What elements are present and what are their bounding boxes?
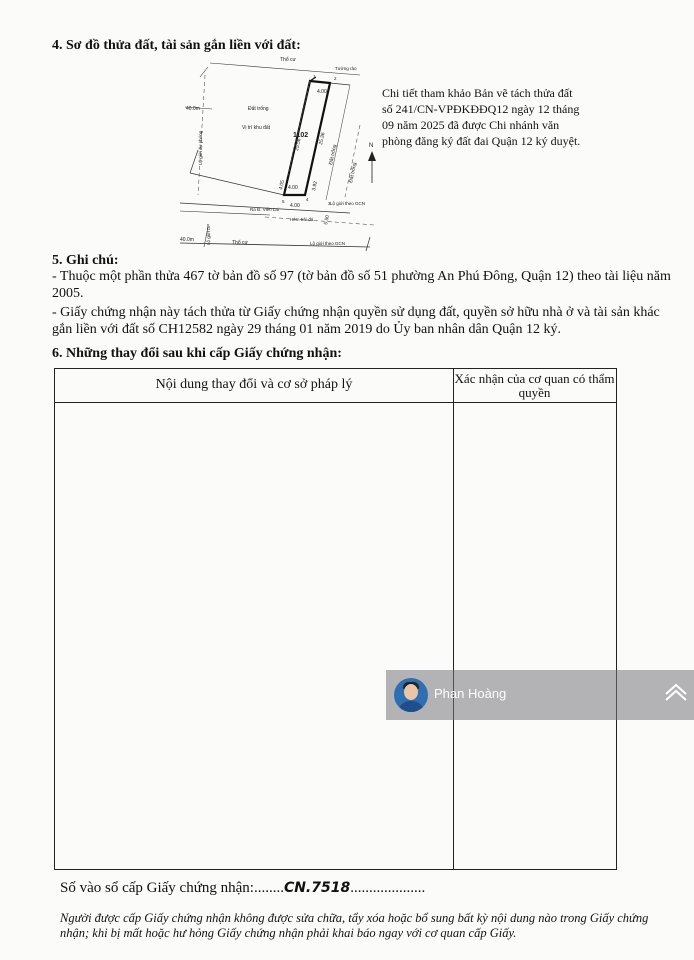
label-d400-top: 4.00 xyxy=(317,89,327,95)
north-arrow-icon xyxy=(368,143,376,183)
label-n2: 2 xyxy=(334,76,337,81)
label-vi-tri-khu-dat: Vị trí khu đất xyxy=(242,125,271,131)
label-n5: 5 xyxy=(282,199,285,204)
label-n1: 1 xyxy=(313,74,316,79)
north-label: N xyxy=(369,143,374,149)
table-header-divider xyxy=(55,402,616,403)
label-dim-40-b: 40.0m xyxy=(180,237,194,243)
label-lo-gioi-left: Lộ giới dự phóng xyxy=(198,130,203,165)
table-header-confirmation: Xác nhận của cơ quan có thẩm quyền xyxy=(454,371,615,400)
note-1: - Thuộc một phần thửa 467 tờ bản đồ số 97 (tờ bản đồ số 51 phường An Phú Đông, Quận 12) theo tài liệu năm 2005. xyxy=(52,269,671,301)
label-dat-trong-1: Đất trống xyxy=(248,106,269,112)
label-d400-c: 4.00 xyxy=(290,203,300,209)
section-5-title: 5. Ghi chú: xyxy=(52,253,119,268)
watermark-overlay[interactable] xyxy=(386,670,694,720)
note-2: - Giấy chứng nhận này tách thửa từ Giấy chứng nhận quyền sử dụng đất, quyền sở hữu nhà ở và tài sản khác gắn liền với đất số CH12582 ngày 29 tháng 01 năm 2019 do Ủy ban nhân dân Quận 12 ký. xyxy=(52,305,660,337)
label-d405: 4.05 xyxy=(278,179,286,191)
label-tho-cu-top: Thổ cư xyxy=(280,57,296,63)
label-lo-gioi-gcn-1: Lộ giới theo GCN xyxy=(330,201,365,206)
label-tuong-ranh: Tường rào xyxy=(335,66,357,71)
label-d400-b: 4.00 xyxy=(288,185,298,191)
label-dat-trong-3: Đất trống xyxy=(348,162,359,184)
label-d2536: 25.36 xyxy=(318,131,327,146)
serial-value: CN.7518 xyxy=(283,880,351,896)
serial-dots-before: ........ xyxy=(253,880,284,896)
label-lo-gioi-gcn-2: Lộ giới theo GCN xyxy=(310,241,345,246)
serial-label: Số vào sổ cấp Giấy chứng nhận: xyxy=(60,880,254,896)
label-lo-gioi-dp: Lộ giới DP xyxy=(206,223,211,245)
label-parcel-number: 1102 xyxy=(293,132,309,139)
avatar[interactable] xyxy=(394,678,428,712)
land-plot-diagram xyxy=(170,55,380,255)
changes-table xyxy=(54,368,617,870)
watermark-name: Phan Hoàng xyxy=(434,686,507,701)
table-column-divider xyxy=(453,369,454,869)
label-d392: 3.92 xyxy=(311,180,319,192)
label-dat-trong-2: Đất trống xyxy=(328,144,339,166)
label-n3: 3 xyxy=(328,201,331,206)
plan-reference-note: Chi tiết tham khảo Bản vẽ tách thửa đất số 241/CN-VPĐKĐĐQ12 ngày 12 tháng 09 năm 2025 đã được Chi nhánh văn phòng đăng ký đất đai Quận 12 ký duyệt. xyxy=(382,86,581,148)
section-6-title: 6. Những thay đổi sau khi cấp Giấy chứng nhận: xyxy=(52,346,342,361)
serial-number-line xyxy=(60,880,425,897)
label-ra-duong: Ra Đ. Viên Lai xyxy=(250,207,279,212)
stacked-chevron-logo-icon xyxy=(662,680,690,708)
label-hem: Hẻm trải đá xyxy=(290,217,314,222)
label-n4: 4 xyxy=(306,197,309,202)
section-4-title: 4. Sơ đồ thửa đất, tài sản gắn liền với đất: xyxy=(52,38,301,53)
footer-notice: Người được cấp Giấy chứng nhận không được sửa chữa, tẩy xóa hoặc bổ sung bất kỳ nội dung nào trong Giấy chứng nhận; khi bị mất hoặc hư hỏng Giấy chứng nhận phải khai báo ngay với cơ quan cấp Giấy. xyxy=(60,911,649,940)
label-dim-40: 40.0m xyxy=(186,106,200,112)
label-d550: 5.50 xyxy=(323,214,331,226)
label-d2556: 25.56 xyxy=(294,137,303,152)
serial-dots-after: .................... xyxy=(350,880,426,896)
table-header-content: Nội dung thay đổi và cơ sở pháp lý xyxy=(155,377,353,392)
label-tho-cu-bottom: Thổ cư xyxy=(232,240,248,246)
